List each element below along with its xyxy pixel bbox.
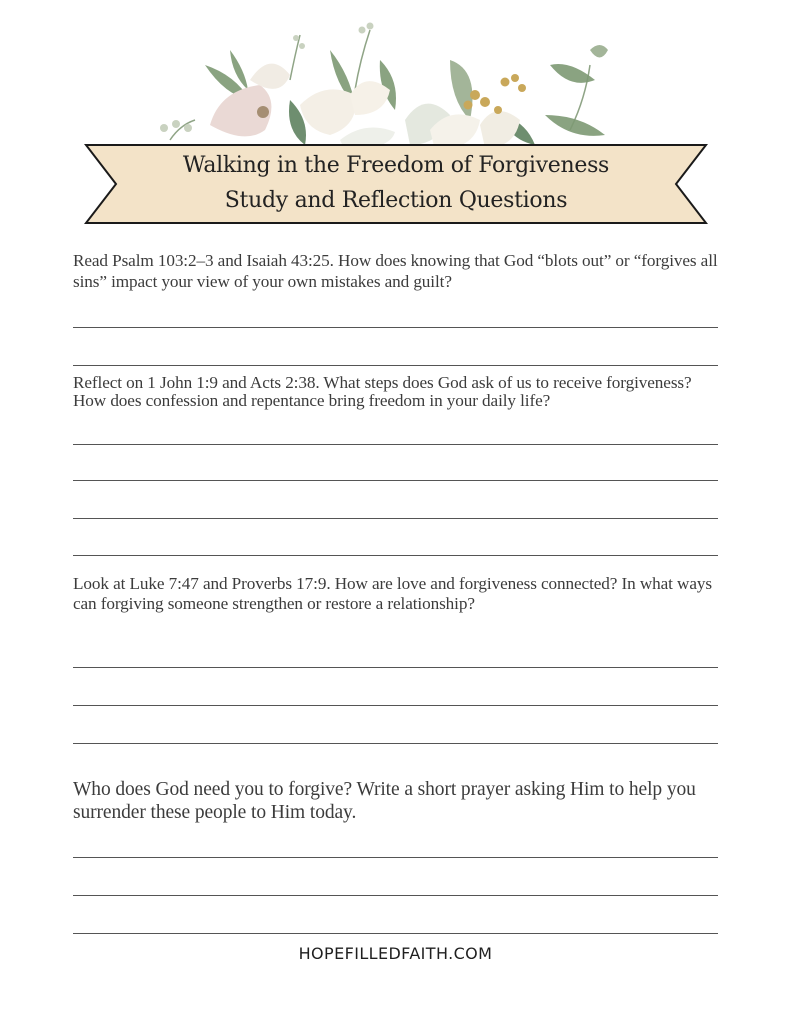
answer-line[interactable] bbox=[73, 667, 718, 668]
answer-line[interactable] bbox=[73, 857, 718, 858]
answer-line[interactable] bbox=[73, 327, 718, 328]
answer-line[interactable] bbox=[73, 444, 718, 445]
page-subtitle: Study and Reflection Questions bbox=[224, 188, 568, 213]
question-1-text: Read Psalm 103:2–3 and Isaiah 43:25. How does knowing that God “blots out” or “forgives all sins” impact your view of your own mistakes and guilt? bbox=[73, 251, 718, 291]
answer-line[interactable] bbox=[73, 743, 718, 744]
floral-bouquet-icon bbox=[150, 20, 610, 150]
answer-line[interactable] bbox=[73, 365, 718, 366]
footer-site-link[interactable]: HOPEFILLEDFAITH.COM bbox=[298, 944, 493, 963]
answer-line[interactable] bbox=[73, 555, 718, 556]
answer-line[interactable] bbox=[73, 480, 718, 481]
answer-line[interactable] bbox=[73, 705, 718, 706]
answer-line[interactable] bbox=[73, 895, 718, 896]
question-2-text: Reflect on 1 John 1:9 and Acts 2:38. What steps does God ask of us to receive forgiveness? How does confession and repentance bring freedom in your daily life? bbox=[73, 373, 692, 410]
page-title: Walking in the Freedom of Forgiveness bbox=[182, 153, 610, 178]
question-3-text: Look at Luke 7:47 and Proverbs 17:9. How are love and forgiveness connected? In what ways can forgiving someone strengthen or restore a relationship? bbox=[73, 574, 712, 613]
answer-line[interactable] bbox=[73, 933, 718, 934]
question-4-text: Who does God need you to forgive? Write a short prayer asking Him to help you surrender these people to Him today. bbox=[73, 779, 696, 823]
answer-line[interactable] bbox=[73, 518, 718, 519]
